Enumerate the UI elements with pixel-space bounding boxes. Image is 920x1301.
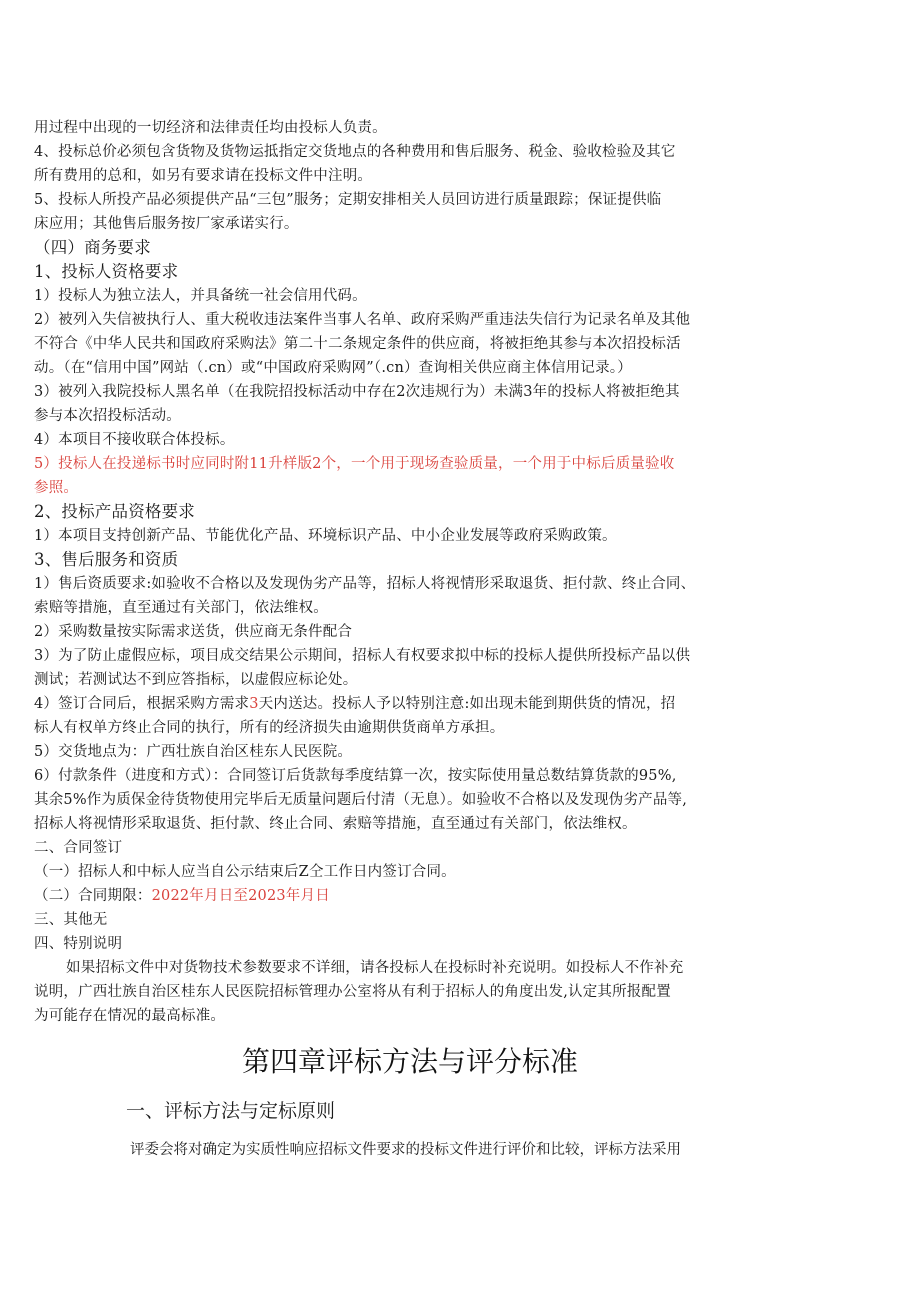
text-line: 说明，广西壮族自治区桂东人民医院招标管理办公室将从有利于招标人的角度出发,认定其所报配置: [34, 984, 671, 1000]
text-line: 4、投标总价必须包含货物及货物运抵指定交货地点的各种费用和售后服务、税金、验收检验及其它: [34, 144, 676, 160]
text-line: 所有费用的总和，如另有要求请在投标文件中注明。: [34, 168, 373, 184]
text-line: 如果招标文件中对货物技术参数要求不详细，请各投标人在投标时补充说明。如投标人不作补充: [66, 960, 684, 976]
text-line: 索赔等措施，直至通过有关部门，依法维权。: [34, 600, 328, 616]
text-line: 其余5%作为质保金待货物使用完毕后无质量问题后付清（无息）。如验收不合格以及发现伪劣产品等,: [34, 792, 688, 808]
text-line: 3）被列入我院投标人黑名单（在我院招投标活动中存在2次违规行为）未满3年的投标人将被拒绝其: [34, 384, 680, 400]
text-line: 标人有权单方终止合同的执行，所有的经济损失由逾期供货商单方承担。: [34, 720, 505, 736]
text-line: 招标人将视情形采取退货、拒付款、终止合同、索赔等措施，直至通过有关部门，依法维权。: [34, 816, 637, 832]
section-title: 一、评标方法与定标原则: [126, 1100, 336, 1122]
text-line: 1）本项目支持创新产品、节能优化产品、环境标识产品、中小企业发展等政府采购政策。: [34, 528, 617, 544]
text-line: 床应用；其他售后服务按厂家承诺实行。: [34, 216, 299, 232]
section-heading: （四）商务要求: [34, 238, 151, 257]
text-line: [34, 884, 814, 908]
text-line: （一）招标人和中标人应当自公示结束后Z仝工作日内签订合同。: [34, 864, 456, 880]
subsection-heading: 2、投标产品资格要求: [34, 502, 195, 521]
text-line: 为可能存在情况的最高标准。: [34, 1008, 226, 1024]
text-segment: 天内送达。投标人予以特别注意:如出现未能到期供货的情况，招: [258, 696, 676, 712]
text-line: 6）付款条件（进度和方式）：合同签订后货款每季度结算一次，按实际使用量总数结算货款的95%,: [34, 768, 677, 784]
section-heading: 二、合同签订: [34, 840, 123, 856]
contract-period-dates: 2022年月日至2023年月日: [151, 888, 330, 904]
highlighted-number: 3: [249, 696, 259, 712]
text-line: 参与本次招投标活动。: [34, 408, 181, 424]
section-heading: 四、特别说明: [34, 936, 123, 952]
text-line: 2）被列入失信被执行人、重大税收违法案件当事人名单、政府采购严重违法失信行为记录名单及其他: [34, 312, 691, 328]
highlighted-line: 5）投标人在投递标书时应同时附11升样版2个，一个用于现场查验质量，一个用于中标后质量验收: [34, 456, 675, 472]
subsection-heading: 1、投标人资格要求: [34, 262, 179, 281]
text-line: [34, 692, 814, 716]
text-segment: 4）签订合同后，根据采购方需求: [34, 696, 250, 712]
text-line: 1）售后资质要求:如验收不合格以及发现伪劣产品等，招标人将视情形采取退货、拒付款、终止合同、: [34, 576, 696, 592]
text-segment: （二）合同期限：: [34, 888, 152, 904]
text-line: 动。（在“信用中国”网站（.cn）或“中国政府采购网”（.cn）查询相关供应商主体信用记录。）: [34, 360, 632, 376]
text-line: 2）采购数量按实际需求送货，供应商无条件配合: [34, 624, 353, 640]
subsection-heading: 3、售后服务和资质: [34, 550, 179, 569]
highlighted-line: 参照。: [34, 480, 79, 496]
text-line: 3）为了防止虚假应标，项目成交结果公示期间，招标人有权要求拟中标的投标人提供所投标产品以供: [34, 648, 691, 664]
text-line: 评委会将对确定为实质性响应招标文件要求的投标文件进行评价和比较，评标方法采用: [130, 1142, 681, 1158]
text-line: 5）交货地点为：广西壮族自治区桂东人民医院。: [34, 744, 353, 760]
text-line: 4）本项目不接收联合体投标。: [34, 432, 235, 448]
text-line: 用过程中出现的一切经济和法律责任均由投标人负责。: [34, 120, 387, 136]
text-line: 不符合《中华人民共和国政府采购法》第二十二条规定条件的供应商，将被拒绝其参与本次招投标活: [34, 336, 681, 352]
text-line: 1）投标人为独立法人，并具备统一社会信用代码。: [34, 288, 367, 304]
document-body: [34, 116, 814, 1028]
text-line: 5、投标人所投产品必须提供产品“三包”服务；定期安排相关人员回访进行质量跟踪；保证提供临: [34, 192, 662, 208]
text-line: 测试；若测试达不到应答指标，以虚假应标论处。: [34, 672, 358, 688]
chapter-title: 第四章评标方法与评分标准: [241, 1045, 578, 1078]
section-heading: 三、其他无: [34, 912, 108, 928]
